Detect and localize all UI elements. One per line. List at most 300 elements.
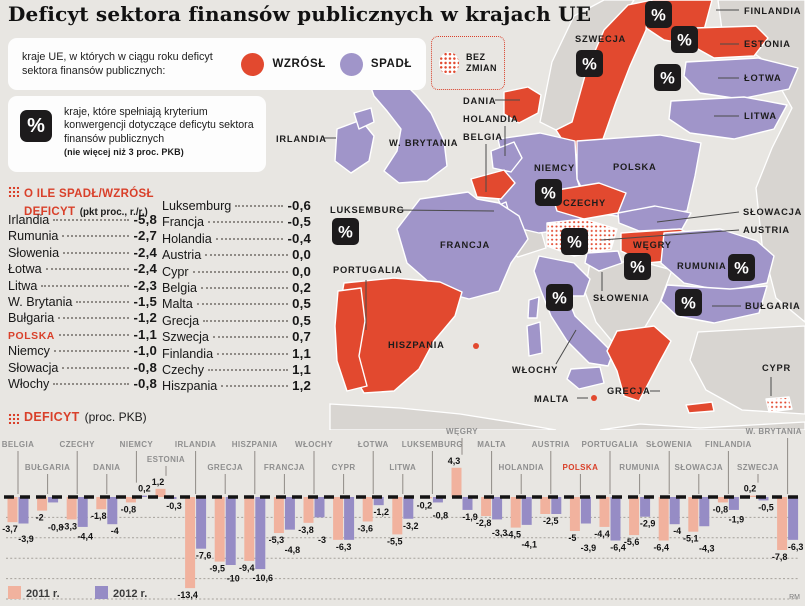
- chart-label-FINLANDIA: FINLANDIA: [705, 440, 752, 449]
- chart-value: -7,6: [195, 550, 212, 561]
- country-name: Luksemburg: [162, 199, 232, 213]
- country-name: Malta: [162, 297, 193, 312]
- bar-2011-RUMUNIA: [629, 497, 639, 535]
- legend-2011-label: 2011 r.: [26, 588, 60, 600]
- change-list-item: [8, 343, 157, 359]
- chart-value: -5,1: [683, 533, 699, 544]
- bar-2012-SŁOWENIA: [670, 497, 680, 524]
- chart-value: -3,2: [403, 520, 419, 531]
- change-value: -2,4: [133, 261, 157, 277]
- map-label-italy: WŁOCHY: [512, 365, 559, 375]
- chart-value: -5: [568, 533, 577, 543]
- country-name: POLSKA: [8, 330, 55, 342]
- chart-value: -4,8: [284, 545, 301, 556]
- bar-2011-W. BRYTANIA: [777, 497, 787, 550]
- dotted-leader: [217, 353, 288, 355]
- change-list-item: [162, 214, 311, 230]
- change-list-item: [8, 294, 157, 310]
- map-country-ireland: [335, 120, 374, 173]
- change-value: 1,1: [292, 361, 311, 377]
- rose-label: WZRÓSŁ: [272, 58, 326, 70]
- dotted-leader: [46, 268, 130, 270]
- country-name: Finlandia: [162, 346, 214, 361]
- criterion-percent-icon: [671, 26, 698, 53]
- chart-label-CZECHY: CZECHY: [59, 440, 95, 449]
- chart-value: -4: [673, 526, 682, 537]
- legend-intro-text: kraje UE, w których w ciągu roku deficyt sektora finansów publicznych:: [22, 50, 213, 77]
- country-name: Belgia: [162, 280, 198, 295]
- criterion-note: (nie więcej niż 3 proc. PKB): [64, 147, 184, 158]
- chart-value: -5,5: [387, 536, 403, 547]
- chart-label-CYPR: CYPR: [331, 463, 356, 472]
- chart-label-WŁOCHY: WŁOCHY: [295, 440, 333, 449]
- change-list-item: [8, 212, 157, 228]
- bar-2012-HOLANDIA: [522, 497, 532, 525]
- bar-2011-AUSTRIA: [540, 497, 550, 514]
- change-value: 0,5: [292, 312, 311, 328]
- criterion-percent-icon: [728, 254, 755, 281]
- svg-text:%: %: [541, 184, 556, 203]
- legend-swatch-2012: [95, 586, 108, 599]
- chart-value: -3,3: [491, 528, 508, 539]
- map-label-finland: FINLANDIA: [744, 6, 802, 16]
- chart-label-ESTONIA: ESTONIA: [146, 455, 186, 464]
- change-list-item: [162, 378, 311, 394]
- dotted-leader: [235, 205, 283, 207]
- chart-value: -3,6: [357, 523, 373, 534]
- chart-title-unit: (proc. PKB): [84, 410, 147, 424]
- chart-value: 4,3: [447, 455, 461, 466]
- country-name: Irlandia: [8, 213, 50, 227]
- bar-2012-POLSKA: [581, 497, 591, 524]
- change-heading-word: DEFICYT: [24, 206, 76, 219]
- map-label-lithuania: LITWA: [744, 111, 777, 121]
- legend-no-change-box: [431, 36, 505, 90]
- svg-text:%: %: [630, 258, 645, 277]
- chart-value: -6,3: [787, 541, 804, 552]
- change-list-item: [162, 280, 311, 296]
- bar-2011-CYPR: [333, 497, 343, 540]
- map-label-latvia: ŁOTWA: [744, 73, 782, 83]
- svg-text:%: %: [338, 223, 353, 242]
- chart-value: -6,4: [653, 542, 669, 553]
- change-value: -2,4: [133, 244, 157, 260]
- map-label-estonia: ESTONIA: [744, 39, 791, 49]
- change-value: 0,2: [292, 279, 311, 295]
- map-label-bulgaria: BUŁGARIA: [745, 301, 801, 311]
- change-value: -0,8: [133, 375, 157, 391]
- criterion-percent-icon: [332, 218, 359, 245]
- dotted-leader: [62, 367, 129, 369]
- dotted-leader: [221, 385, 288, 387]
- change-value: -0,4: [287, 230, 311, 246]
- chart-label-HISZPANIA: HISZPANIA: [231, 440, 278, 449]
- bar-2011-MALTA: [481, 497, 491, 516]
- chart-label-SZWECJA: SZWECJA: [737, 463, 779, 472]
- chart-value: -7,8: [771, 552, 788, 563]
- bar-2012-DANIA: [107, 497, 117, 524]
- criterion-percent-icon: [624, 253, 651, 280]
- criterion-percent-icon: [546, 284, 573, 311]
- chart-value: -3,9: [580, 543, 597, 553]
- country-name: Rumunia: [8, 229, 59, 244]
- bar-2011-FRANCJA: [274, 497, 284, 533]
- criterion-percent-icon: [654, 64, 681, 91]
- bar-2011-HOLANDIA: [511, 497, 521, 528]
- change-list-item: [162, 313, 311, 329]
- bar-2012-BELGIA: [19, 497, 29, 524]
- change-list-item: [162, 362, 311, 378]
- bar-2011-WĘGRY: [452, 468, 462, 497]
- map-label-czech: CZECHY: [563, 198, 607, 208]
- chart-value: -0,5: [758, 502, 774, 513]
- map-country-italy: [527, 322, 542, 356]
- chart-value: -1,9: [728, 514, 745, 525]
- country-name: Włochy: [8, 376, 50, 391]
- map-label-slovakia: SŁOWACJA: [743, 207, 803, 217]
- chart-value: -6,3: [335, 541, 352, 552]
- dotted-leader: [208, 221, 283, 223]
- country-name: Czechy: [162, 362, 204, 377]
- change-list-item: [162, 264, 311, 280]
- chart-value: 1,2: [151, 476, 165, 487]
- country-name: Słowacja: [8, 360, 59, 375]
- country-name: Bułgaria: [8, 311, 55, 326]
- bar-2012-GRECJA: [226, 497, 236, 565]
- chart-label-WĘGRY: WĘGRY: [446, 427, 478, 436]
- chart-label-ŁOTWA: ŁOTWA: [357, 440, 389, 449]
- map-label-uk: W. BRYTANIA: [389, 138, 459, 148]
- svg-text:%: %: [734, 259, 749, 278]
- change-value: -1,0: [133, 343, 157, 359]
- country-name: Francja: [162, 215, 204, 230]
- chart-value: -10: [226, 573, 240, 584]
- change-value: -0,5: [287, 214, 311, 230]
- legend-criterion-box: [8, 96, 266, 172]
- svg-text:%: %: [660, 69, 675, 88]
- bar-2011-SŁOWACJA: [688, 497, 698, 532]
- rose-circle-icon: [241, 53, 264, 76]
- chart-value: -2,9: [639, 518, 656, 529]
- svg-text:%: %: [651, 6, 666, 25]
- chart-value: -9,4: [239, 562, 255, 573]
- map-label-denmark: DANIA: [463, 96, 497, 106]
- bar-2012-RUMUNIA: [640, 497, 650, 517]
- svg-text:%: %: [681, 294, 696, 313]
- chart-value: -1,2: [373, 507, 389, 518]
- map-label-spain: HISZPANIA: [388, 340, 445, 350]
- country-name: Hiszpania: [162, 379, 218, 394]
- change-value: 0,5: [292, 296, 311, 312]
- chart-label-POLSKA: POLSKA: [562, 463, 599, 472]
- map-label-portugal: PORTUGALIA: [333, 265, 403, 275]
- dotted-leader: [197, 303, 288, 305]
- chart-value: -4,4: [77, 531, 93, 542]
- chart-value: 0,2: [743, 483, 757, 494]
- chart-value: -6,4: [610, 542, 626, 553]
- map-country-spain-dot: [473, 343, 479, 349]
- change-list-item: [8, 261, 157, 277]
- country-name: W. Brytania: [8, 294, 73, 309]
- chart-label-SŁOWENIA: SŁOWENIA: [646, 440, 693, 449]
- grid-dots-icon: [8, 413, 19, 424]
- map-country-romania: [661, 229, 774, 291]
- change-list-item: [162, 247, 311, 263]
- change-heading-unit: (pkt proc., r./r.): [79, 207, 148, 219]
- chart-label-FRANCJA: FRANCJA: [263, 463, 305, 472]
- chart-label-PORTUGALIA: PORTUGALIA: [581, 440, 639, 449]
- legend-item-fell: [340, 53, 412, 76]
- legend-status-box: [8, 38, 426, 90]
- map-label-ireland: IRLANDIA: [276, 134, 327, 144]
- country-name: Grecja: [162, 313, 200, 328]
- map-label-luxembourg: LUKSEMBURG: [330, 205, 405, 215]
- country-name: Cypr: [162, 264, 189, 279]
- criterion-text-block: [64, 106, 254, 159]
- chart-label-MALTA: MALTA: [477, 440, 507, 449]
- chart-value: -3,9: [18, 534, 34, 545]
- chart-label-NIEMCY: NIEMCY: [119, 440, 154, 449]
- change-value: 1,1: [292, 345, 311, 361]
- chart-value: -3,3: [61, 521, 77, 532]
- bar-2012-MALTA: [492, 497, 502, 519]
- chart-title-word: DEFICYT: [24, 410, 80, 424]
- country-name: Niemcy: [8, 344, 50, 359]
- bar-2011-DANIA: [96, 497, 106, 509]
- chart-value: -3: [317, 534, 327, 545]
- change-list-col1: [8, 212, 157, 392]
- criterion-percent-icon: [645, 1, 672, 28]
- change-value: 0,0: [292, 247, 311, 263]
- dotted-leader: [59, 334, 130, 336]
- chart-value: -0,3: [166, 501, 182, 512]
- change-list-item: [162, 346, 311, 362]
- no-change-label: BEZ ZMIAN: [466, 51, 498, 73]
- dotted-leader: [62, 235, 129, 237]
- chart-label-IRLANDIA: IRLANDIA: [174, 440, 217, 449]
- chart-value: -1,9: [462, 511, 478, 522]
- change-list-item: [162, 231, 311, 247]
- legend-item-rose: [241, 53, 325, 76]
- change-list-col2: [162, 198, 311, 395]
- bar-2011-WŁOCHY: [304, 497, 314, 523]
- criterion-percent-icon: [576, 50, 603, 77]
- bar-2012-IRLANDIA: [196, 497, 206, 549]
- chart-label-BUŁGARIA: BUŁGARIA: [24, 463, 71, 472]
- map-country-italy: [567, 367, 604, 389]
- bar-2012-WĘGRY: [463, 497, 473, 510]
- chart-value: -9,5: [209, 563, 225, 574]
- bar-2011-CZECHY: [67, 497, 77, 519]
- country-name: Austria: [162, 248, 202, 263]
- bar-2011-HISZPANIA: [244, 497, 254, 561]
- criterion-text: kraje, które spełniają kryterium konwergencji dotyczące deficytu sektora finansów publicznych: [64, 106, 254, 145]
- fell-label: SPADŁ: [370, 58, 412, 70]
- fell-circle-icon: [340, 53, 363, 76]
- map-label-greece: GRECJA: [607, 386, 651, 396]
- svg-text:%: %: [582, 55, 597, 74]
- map-label-poland: POLSKA: [613, 162, 657, 172]
- bar-2012-WŁOCHY: [315, 497, 325, 517]
- dotted-leader: [63, 252, 129, 254]
- bar-2011-GRECJA: [215, 497, 225, 562]
- map-label-netherlands: HOLANDIA: [463, 114, 519, 124]
- chart-label-W. BRYTANIA: W. BRYTANIA: [745, 427, 802, 436]
- chart-value: -0,8: [120, 504, 137, 515]
- chart-value: -0,8: [712, 504, 729, 515]
- criterion-percent-icon: [561, 228, 588, 255]
- change-list-item: [8, 228, 157, 244]
- bar-2011-PORTUGALIA: [600, 497, 610, 527]
- country-name: Łotwa: [8, 262, 42, 277]
- bar-2011-BELGIA: [8, 497, 18, 522]
- change-list-item: [8, 310, 157, 326]
- dotted-leader: [203, 320, 288, 322]
- bar-2011-POLSKA: [570, 497, 580, 531]
- dotted-leader: [213, 336, 288, 338]
- criterion-percent-icon: [535, 179, 562, 206]
- bar-2012-FINLANDIA: [729, 497, 739, 510]
- chart-value: -13,4: [177, 590, 198, 601]
- chart-value: -2,8: [475, 518, 492, 529]
- chart-value: -4,3: [699, 543, 715, 554]
- map-label-belgium: BELGIA: [463, 132, 503, 142]
- chart-value: -3,7: [2, 524, 18, 535]
- map-country-france: [528, 297, 539, 318]
- map-country-portugal: [335, 288, 367, 391]
- chart-value: -4,1: [521, 539, 537, 550]
- chart-value: -1,8: [91, 511, 107, 522]
- percent-icon: %: [20, 110, 52, 142]
- legend-swatch-2011: [8, 586, 21, 599]
- change-list-item: [8, 278, 157, 294]
- chart-value: -0,2: [416, 500, 433, 511]
- bar-2012-LITWA: [403, 497, 413, 519]
- no-change-dotted-circle-icon: [439, 52, 459, 75]
- source-mark: RM: [789, 594, 800, 601]
- change-list-item: [8, 245, 157, 261]
- dotted-leader: [216, 238, 284, 240]
- change-list-item: [8, 327, 157, 343]
- map-country-greece: [686, 402, 714, 413]
- change-value: 0,7: [292, 329, 311, 345]
- bar-2012-CZECHY: [78, 497, 88, 527]
- dotted-leader: [208, 369, 288, 371]
- chart-value: -0,8: [47, 522, 64, 533]
- chart-value: -0,8: [432, 510, 449, 521]
- dotted-leader: [193, 271, 288, 273]
- change-value: -2,7: [133, 228, 157, 244]
- dotted-leader: [201, 287, 288, 289]
- change-value: -0,6: [287, 198, 311, 213]
- map-label-slovenia: SŁOWENIA: [593, 293, 650, 303]
- criterion-percent-icon: [675, 289, 702, 316]
- bar-2011-LITWA: [392, 497, 402, 534]
- bar-2012-SŁOWACJA: [699, 497, 709, 526]
- legend-2012-label: 2012 r.: [113, 588, 148, 600]
- map-label-cyprus: CYPR: [762, 363, 792, 373]
- change-value: -1,5: [133, 293, 157, 309]
- map-label-france: FRANCJA: [440, 240, 491, 250]
- change-value: -2,3: [133, 277, 157, 293]
- map-label-hungary: WĘGRY: [633, 240, 672, 250]
- change-list-item: [8, 360, 157, 376]
- map-country-cyprus: [766, 397, 792, 412]
- chart-label-SŁOWACJA: SŁOWACJA: [674, 463, 724, 472]
- dotted-leader: [205, 254, 288, 256]
- page-title: Deficyt sektora finansów publicznych w krajach UE: [8, 2, 592, 26]
- chart-value: -5,3: [268, 535, 285, 546]
- change-list-item: [162, 329, 311, 345]
- chart-label-LITWA: LITWA: [389, 463, 417, 472]
- grid-dots-icon: [8, 186, 19, 197]
- chart-value: -3,8: [298, 524, 314, 535]
- change-value: 0,0: [292, 263, 311, 279]
- dotted-leader: [58, 317, 129, 319]
- change-list-item: [162, 198, 311, 214]
- chart-label-HOLANDIA: HOLANDIA: [498, 463, 544, 472]
- map-label-sweden: SZWECJA: [575, 34, 627, 44]
- map-label-romania: RUMUNIA: [677, 261, 727, 271]
- country-name: Holandia: [162, 231, 212, 246]
- svg-text:%: %: [677, 31, 692, 50]
- chart-label-DANIA: DANIA: [93, 463, 121, 472]
- change-value: -0,8: [133, 359, 157, 375]
- bar-2012-PORTUGALIA: [611, 497, 621, 541]
- dotted-leader: [76, 301, 129, 303]
- change-value: 1,2: [292, 378, 311, 394]
- chart-value: -4,5: [505, 529, 521, 540]
- chart-value: -2: [35, 512, 44, 523]
- bar-2011-SŁOWENIA: [659, 497, 669, 541]
- deficit-bar-chart: [0, 426, 805, 606]
- chart-label-LUKSEMBURG: LUKSEMBURG: [401, 440, 464, 449]
- chart-label-AUSTRIA: AUSTRIA: [531, 440, 570, 449]
- country-name: Słowenia: [8, 245, 60, 260]
- dotted-leader: [54, 350, 129, 352]
- dotted-leader: [53, 219, 129, 221]
- bar-2011-ŁOTWA: [363, 497, 373, 521]
- country-name: Szwecja: [162, 330, 209, 345]
- chart-value: -5,6: [623, 537, 640, 548]
- bar-2011-IRLANDIA: [185, 497, 195, 588]
- change-list-item: [162, 296, 311, 312]
- chart-label-RUMUNIA: RUMUNIA: [619, 463, 660, 472]
- chart-value: -4,4: [594, 528, 610, 539]
- bar-2012-AUSTRIA: [551, 497, 561, 514]
- map-label-austria: AUSTRIA: [743, 225, 790, 235]
- change-value: -5,8: [133, 212, 157, 227]
- dotted-leader: [41, 285, 129, 287]
- dotted-leader: [53, 383, 129, 385]
- bar-2012-FRANCJA: [285, 497, 295, 530]
- change-value: -1,2: [133, 310, 157, 326]
- bar-2012-W. BRYTANIA: [788, 497, 798, 540]
- map-label-germany: NIEMCY: [534, 163, 575, 173]
- chart-label-BELGIA: BELGIA: [1, 440, 35, 449]
- bar-2012-CYPR: [344, 497, 354, 540]
- change-list-item: [8, 376, 157, 392]
- chart-title: [8, 410, 147, 424]
- chart-value: -4: [110, 526, 119, 537]
- country-name: Litwa: [8, 278, 38, 293]
- change-heading-line1: O ILE SPADŁ/WZRÓSŁ: [24, 188, 154, 200]
- chart-value: -10,6: [252, 572, 274, 583]
- map-label-malta: MALTA: [534, 394, 570, 404]
- map-country-malta-dot: [591, 395, 597, 401]
- bar-2011-BUŁGARIA: [37, 497, 47, 511]
- svg-text:%: %: [552, 289, 567, 308]
